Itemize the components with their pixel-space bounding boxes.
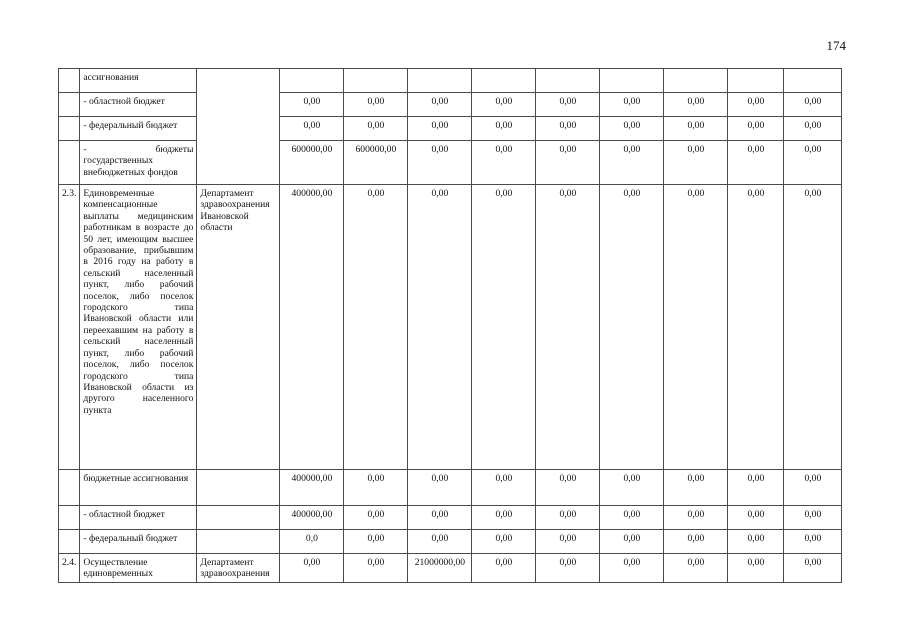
executor-cell: Департамент здравоохранения Ивановской области [197, 185, 280, 470]
value-cell: 0,00 [344, 506, 408, 530]
value-cell [280, 69, 344, 93]
value-cell: 0,00 [280, 93, 344, 117]
executor-cell: Департамент здравоохранения [197, 554, 280, 583]
row-name-cell [80, 470, 197, 506]
value-cell: 0,00 [728, 117, 784, 141]
value-cell: 0,00 [664, 141, 728, 185]
value-cell: 600000,00 [280, 141, 344, 185]
value-cell: 0,00 [728, 506, 784, 530]
value-cell: 0,00 [664, 93, 728, 117]
value-cell: 0,00 [784, 185, 842, 470]
value-cell: 0,00 [664, 506, 728, 530]
value-cell: 0,00 [664, 554, 728, 583]
value-cell: 0,00 [784, 93, 842, 117]
value-cell [664, 69, 728, 93]
value-cell: 0,00 [728, 141, 784, 185]
row-number-cell [59, 530, 80, 554]
value-cell: 0,00 [728, 530, 784, 554]
executor-cell [197, 117, 280, 141]
value-cell: 0,00 [536, 93, 600, 117]
table-row [59, 506, 842, 530]
value-cell: 0,00 [344, 530, 408, 554]
value-cell: 0,0 [280, 530, 344, 554]
row-name-cell [80, 506, 197, 530]
value-cell: 400000,00 [280, 470, 344, 506]
value-cell: 0,00 [664, 470, 728, 506]
value-cell: 0,00 [472, 554, 536, 583]
executor-cell [197, 141, 280, 185]
value-cell: 0,00 [280, 554, 344, 583]
table-row [59, 69, 842, 93]
row-number-cell [59, 93, 80, 117]
row-name-cell [80, 69, 197, 93]
executor-cell [197, 69, 280, 93]
row-number-cell [59, 117, 80, 141]
value-cell: 0,00 [472, 506, 536, 530]
value-cell: 0,00 [472, 185, 536, 470]
value-cell: 0,00 [664, 185, 728, 470]
page-number: 174 [826, 38, 846, 53]
row-name-cell [80, 530, 197, 554]
value-cell: 0,00 [408, 93, 472, 117]
value-cell: 0,00 [472, 470, 536, 506]
value-cell: 0,00 [784, 554, 842, 583]
value-cell: 0,00 [344, 554, 408, 583]
row-name-text: - федеральный бюджет [83, 120, 178, 131]
value-cell: 0,00 [536, 117, 600, 141]
value-cell [536, 69, 600, 93]
value-cell: 0,00 [408, 530, 472, 554]
value-cell [600, 69, 664, 93]
executor-cell [197, 530, 280, 554]
row-name-cell [80, 554, 197, 583]
value-cell: 0,00 [344, 117, 408, 141]
row-name-text: бюджетные ассигнования [83, 473, 189, 484]
row-name-text: - бюджеты государственных внебюджетных фондов [83, 144, 194, 178]
value-cell: 0,00 [472, 141, 536, 185]
value-cell: 0,00 [784, 117, 842, 141]
executor-cell [197, 470, 280, 506]
row-number-cell [59, 69, 80, 93]
budget-table-body [59, 69, 842, 583]
value-cell: 0,00 [408, 141, 472, 185]
value-cell: 0,00 [664, 530, 728, 554]
value-cell: 0,00 [600, 554, 664, 583]
table-row [59, 141, 842, 185]
table-row [59, 117, 842, 141]
budget-table [58, 68, 842, 583]
executor-cell [197, 93, 280, 117]
value-cell: 0,00 [536, 470, 600, 506]
row-name-cell [80, 141, 197, 185]
value-cell: 0,00 [728, 470, 784, 506]
value-cell: 0,00 [344, 93, 408, 117]
value-cell: 0,00 [472, 117, 536, 141]
row-name-cell [80, 185, 197, 470]
value-cell: 0,00 [408, 117, 472, 141]
table-row [59, 93, 842, 117]
value-cell: 400000,00 [280, 185, 344, 470]
value-cell: 0,00 [536, 554, 600, 583]
value-cell: 0,00 [784, 506, 842, 530]
row-name-text: - федеральный бюджет [83, 533, 178, 544]
value-cell: 0,00 [784, 470, 842, 506]
value-cell: 21000000,00 [408, 554, 472, 583]
value-cell: 0,00 [408, 506, 472, 530]
executor-cell [197, 506, 280, 530]
value-cell: 0,00 [536, 141, 600, 185]
row-number-cell [59, 470, 80, 506]
value-cell: 0,00 [784, 530, 842, 554]
value-cell: 0,00 [472, 93, 536, 117]
value-cell: 0,00 [600, 506, 664, 530]
row-number-cell [59, 506, 80, 530]
value-cell: 600000,00 [344, 141, 408, 185]
value-cell [472, 69, 536, 93]
row-name-cell [80, 117, 197, 141]
value-cell: 0,00 [280, 117, 344, 141]
value-cell [728, 69, 784, 93]
value-cell: 0,00 [728, 93, 784, 117]
value-cell: 0,00 [664, 117, 728, 141]
table-row [59, 530, 842, 554]
value-cell: 0,00 [600, 530, 664, 554]
row-number-cell [59, 141, 80, 185]
value-cell: 0,00 [536, 530, 600, 554]
value-cell [408, 69, 472, 93]
value-cell: 0,00 [536, 185, 600, 470]
value-cell: 0,00 [472, 530, 536, 554]
value-cell: 0,00 [408, 185, 472, 470]
value-cell: 400000,00 [280, 506, 344, 530]
value-cell: 0,00 [344, 185, 408, 470]
value-cell: 0,00 [784, 141, 842, 185]
row-name-text: - областной бюджет [83, 509, 165, 520]
row-name-text: Единовременные компенсационные выплаты медицинским работникам в возрасте до 50 лет, имеющим высшее образование, прибывшим в 2016 году на работу в сельский населенный пункт, либо рабочий поселок, либо поселок городского типа Ивановской области или переехавшим на работу в сельский населенный пункт, либо рабочий поселок, либо поселок городского типа Ивановской области из другого населенного пункта [83, 188, 194, 416]
value-cell: 0,00 [600, 93, 664, 117]
row-name-cell [80, 93, 197, 117]
row-name-text: - областной бюджет [83, 96, 165, 107]
table-row [59, 185, 842, 470]
value-cell: 0,00 [728, 554, 784, 583]
value-cell: 0,00 [728, 185, 784, 470]
row-name-text: Осуществление единовременных [83, 557, 153, 580]
table-row [59, 554, 842, 583]
value-cell: 0,00 [408, 470, 472, 506]
row-number-cell: 2.4. [59, 554, 80, 583]
value-cell [344, 69, 408, 93]
value-cell: 0,00 [536, 506, 600, 530]
table-row [59, 470, 842, 506]
value-cell: 0,00 [600, 117, 664, 141]
value-cell: 0,00 [600, 185, 664, 470]
value-cell: 0,00 [344, 470, 408, 506]
row-number-cell: 2.3. [59, 185, 80, 470]
row-name-text: ассигнования [83, 72, 139, 83]
value-cell [784, 69, 842, 93]
value-cell: 0,00 [600, 470, 664, 506]
value-cell: 0,00 [600, 141, 664, 185]
